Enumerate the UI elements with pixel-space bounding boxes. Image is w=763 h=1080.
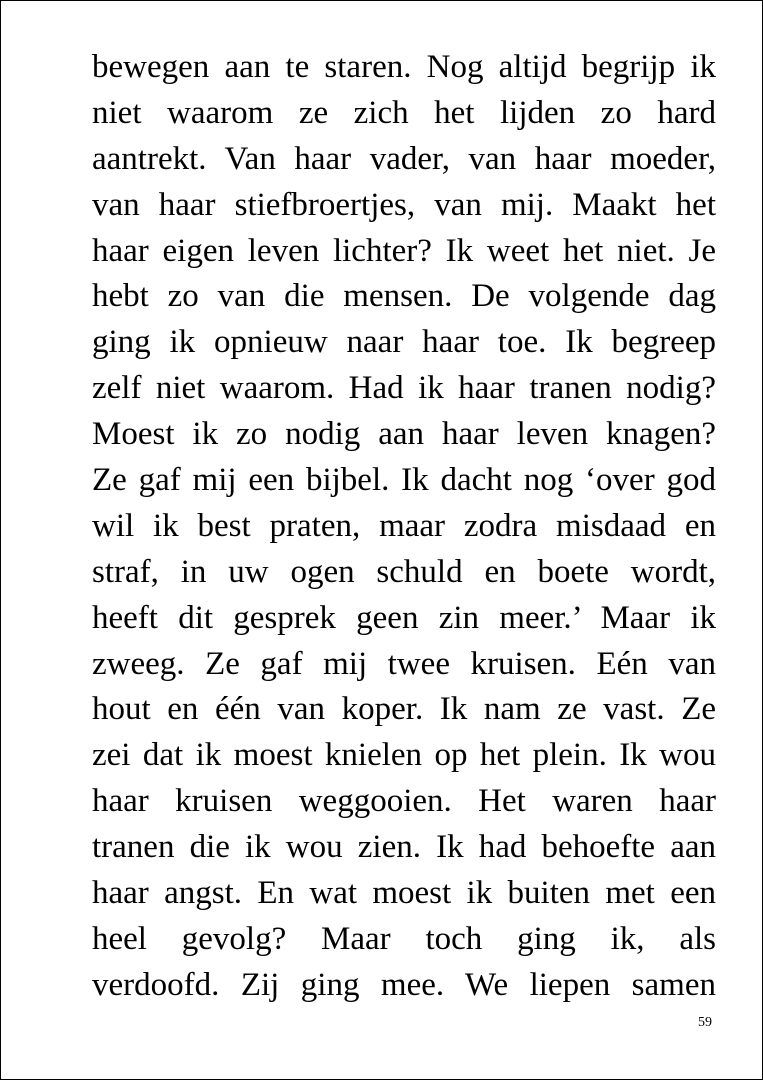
body-text — [92, 45, 716, 1009]
text-line: wil ik best praten, maar zodra misdaad en — [92, 507, 716, 544]
text-line: Moest ik zo nodig aan haar leven knagen? — [92, 416, 716, 453]
text-line: zei dat ik moest knielen op het plein. Ik wou — [92, 737, 716, 774]
text-line: tranen die ik wou zien. Ik had behoefte aan — [92, 829, 716, 866]
text-line: aantrekt. Van haar vader, van haar moeder, — [92, 140, 716, 177]
page-number: 59 — [698, 1015, 712, 1030]
text-line: niet waarom ze zich het lijden zo hard — [92, 94, 716, 131]
text-line: hebt zo van die mensen. De volgende dag — [92, 278, 716, 315]
text-line: bewegen aan te staren. Nog altijd begrijp ik — [92, 49, 716, 85]
text-line: heel gevolg? Maar toch ging ik, als — [92, 920, 716, 957]
text-line: haar eigen leven lichter? Ik weet het niet. Je — [92, 232, 716, 269]
text-line: haar kruisen weggooien. Het waren haar — [92, 783, 716, 820]
text-line: heeft dit gesprek geen zin meer.’ Maar ik — [92, 599, 716, 636]
text-line: zweeg. Ze gaf mij twee kruisen. Eén van — [92, 645, 716, 682]
text-line: ging ik opnieuw naar haar toe. Ik begreep — [92, 324, 716, 361]
text-line: hout en één van koper. Ik nam ze vast. Ze — [92, 691, 716, 728]
text-line: Ze gaf mij een bijbel. Ik dacht nog ‘over god — [92, 462, 716, 499]
text-line: straf, in uw ogen schuld en boete wordt, — [92, 553, 716, 590]
text-line: van haar stiefbroertjes, van mij. Maakt het — [92, 186, 716, 223]
text-line: verdoofd. Zij ging mee. We liepen samen — [92, 966, 716, 1003]
text-line: haar angst. En wat moest ik buiten met een — [92, 875, 716, 912]
text-line: zelf niet waarom. Had ik haar tranen nodig? — [92, 370, 716, 407]
